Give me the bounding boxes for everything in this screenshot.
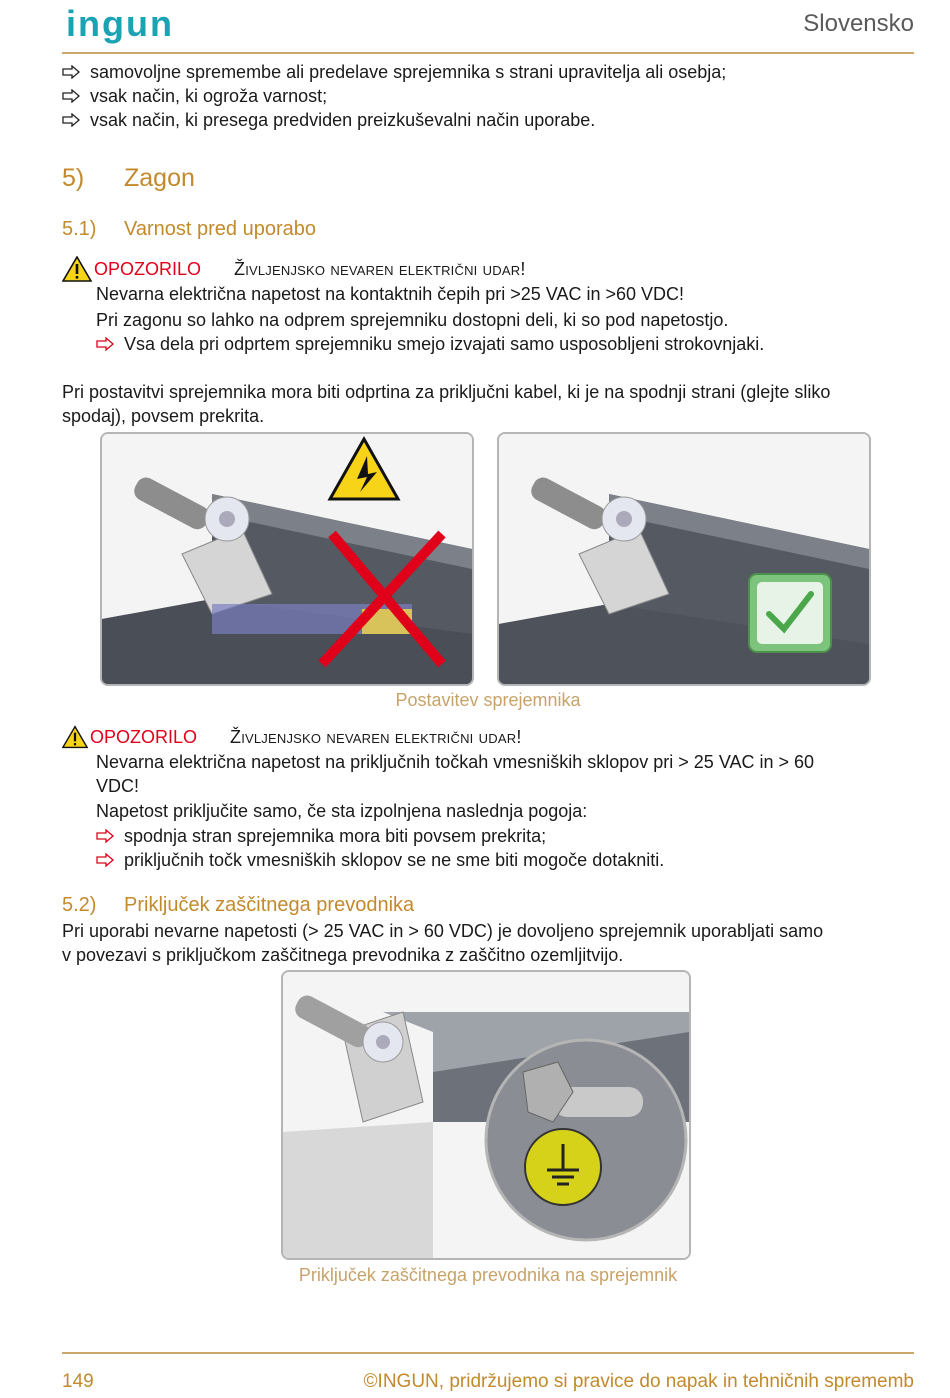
section-heading-5	[62, 164, 195, 193]
warning-triangle-icon	[62, 256, 92, 282]
section-heading-5-1	[62, 218, 316, 241]
ingun-logo	[66, 6, 226, 46]
section-heading-5-2	[62, 894, 414, 917]
warning-text: Nevarna električna napetost na kontaktnih čepih pri >25 VAC in >60 VDC!	[96, 284, 685, 304]
paragraph-line: Pri postavitvi sprejemnika mora biti odprtina za priključni kabel, ki je na spodnji strani (glejte sliko	[62, 382, 831, 402]
receiver-closed-illustration	[499, 434, 869, 684]
list-item	[62, 108, 595, 132]
section-title: Varnost pred uporabo	[124, 218, 316, 240]
warning-action-text: spodnja stran sprejemnika mora biti povsem prekrita;	[124, 826, 547, 846]
figure-incorrect	[100, 432, 474, 686]
warning-text: Nevarna električna napetost na priključnih točkah vmesniških sklopov pri > 25 VAC in > 60	[96, 752, 815, 772]
warning-text: VDC!	[96, 776, 140, 796]
section-number: 5.1)	[62, 218, 97, 240]
warning-text: Pri zagonu so lahko na odprem sprejemniku dostopni deli, ki so pod napetostjo.	[96, 310, 729, 330]
figure-ground-connection	[281, 970, 691, 1260]
warning-action	[96, 848, 664, 872]
paragraph-line: spodaj), povsem prekrita.	[62, 406, 265, 426]
page-number: 149	[62, 1371, 94, 1392]
section-title: Zagon	[124, 164, 195, 192]
warning-heading: Življenjsko nevaren električni udar!	[234, 258, 526, 279]
warning-action-text: priključnih točk vmesniških sklopov se ne sme biti mogoče dotakniti.	[124, 850, 665, 870]
arrow-right-icon	[62, 113, 80, 127]
list-item-text: vsak način, ki ogroža varnost;	[90, 86, 328, 106]
warning-action-text: Vsa dela pri odprtem sprejemniku smejo izvajati samo usposobljeni strokovnjaki.	[124, 334, 765, 354]
figure-caption: Priključek zaščitnega prevodnika na sprejemnik	[298, 1265, 678, 1285]
warning-text: Napetost priključite samo, če sta izpolnjena naslednja pogoja:	[96, 801, 588, 821]
warning-header	[62, 725, 522, 749]
list-item-text: samovoljne spremembe ali predelave sprejemnika s strani upravitelja ali osebja;	[90, 62, 727, 82]
logo-text: ingun	[66, 6, 174, 44]
ground-connection-illustration	[283, 972, 689, 1258]
arrow-right-icon	[96, 853, 114, 867]
language-label: Slovensko	[803, 10, 914, 37]
warning-action	[96, 332, 764, 356]
warning-heading: Življenjsko nevaren električni udar!	[230, 726, 522, 747]
warning-header	[62, 256, 526, 282]
section-number: 5.2)	[62, 894, 97, 916]
arrow-right-icon	[62, 89, 80, 103]
warning-triangle-icon	[62, 725, 88, 749]
list-item-text: vsak način, ki presega predviden preizkuševalni način uporabe.	[90, 110, 596, 130]
warning-action	[96, 824, 546, 848]
section-number: 5)	[62, 164, 85, 192]
list-item	[62, 84, 327, 108]
arrow-right-icon	[62, 65, 80, 79]
section-title: Priključek zaščitnega prevodnika	[124, 894, 415, 916]
figure-correct	[497, 432, 871, 686]
list-item	[62, 60, 726, 84]
paragraph-line: Pri uporabi nevarne napetosti (> 25 VAC in > 60 VDC) je dovoljeno sprejemnik uporabljati samo	[62, 921, 824, 941]
figure-caption: Postavitev sprejemnika	[395, 690, 581, 710]
warning-label: OPOZORILO	[94, 258, 202, 279]
receiver-open-illustration	[102, 434, 472, 684]
header-rule	[62, 52, 914, 54]
copyright-text: ©INGUN, pridržujemo si pravice do napak in tehničnih sprememb	[363, 1371, 914, 1392]
arrow-right-icon	[96, 829, 114, 843]
paragraph-line: v povezavi s priključkom zaščitnega prevodnika z zaščitno ozemljitvijo.	[62, 945, 624, 965]
footer-rule	[62, 1352, 914, 1354]
warning-label: OPOZORILO	[90, 726, 198, 747]
arrow-right-icon	[96, 337, 114, 351]
